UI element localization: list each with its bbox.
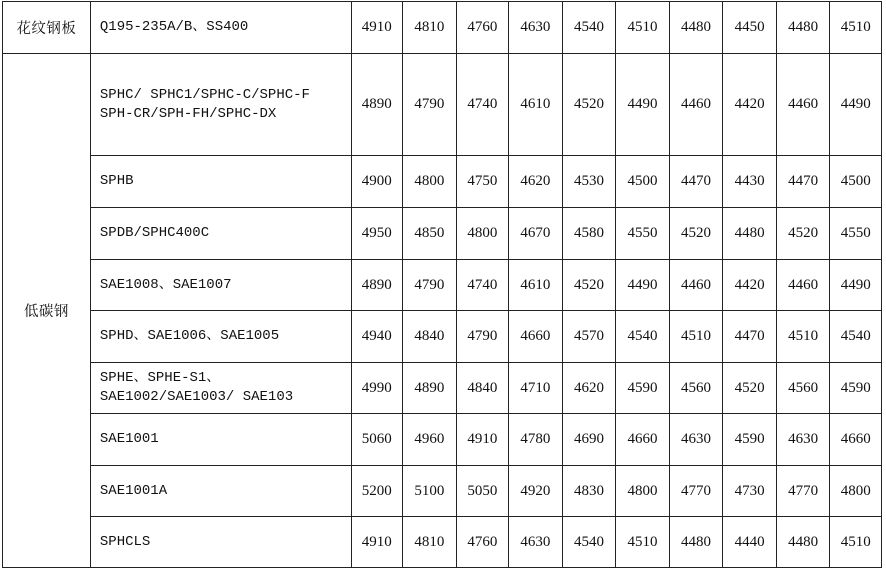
price-cell: 4540 bbox=[616, 311, 670, 363]
grade-cell bbox=[90, 363, 351, 414]
price-cell: 4760 bbox=[456, 517, 509, 568]
grade-cell bbox=[90, 156, 351, 208]
price-cell: 4520 bbox=[669, 208, 723, 260]
grade-text: SPHD、SAE1006、SAE1005 bbox=[99, 328, 280, 344]
price-cell: 4460 bbox=[776, 54, 830, 156]
price-cell: 4500 bbox=[830, 156, 882, 208]
table-row bbox=[3, 414, 882, 466]
price-cell: 4900 bbox=[351, 156, 403, 208]
grade-cell bbox=[90, 208, 351, 260]
price-cell: 4660 bbox=[830, 414, 882, 466]
table-row bbox=[3, 260, 882, 311]
price-cell: 4480 bbox=[669, 2, 723, 54]
price-cell: 4590 bbox=[830, 363, 882, 414]
price-cell: 4520 bbox=[723, 363, 777, 414]
grade-text: SPHB bbox=[99, 173, 134, 189]
price-table bbox=[2, 1, 882, 568]
price-cell: 4800 bbox=[616, 466, 670, 517]
price-cell: 4940 bbox=[351, 311, 403, 363]
price-cell: 4890 bbox=[403, 363, 457, 414]
price-cell: 4610 bbox=[509, 54, 563, 156]
price-cell: 4840 bbox=[403, 311, 457, 363]
price-cell: 4460 bbox=[669, 54, 723, 156]
price-cell: 4510 bbox=[669, 311, 723, 363]
price-cell: 4510 bbox=[616, 2, 670, 54]
price-cell: 4740 bbox=[456, 54, 509, 156]
price-cell: 4580 bbox=[562, 208, 616, 260]
price-cell: 4510 bbox=[830, 2, 882, 54]
grade-text: SPDB/SPHC400C bbox=[99, 225, 210, 241]
grade-cell bbox=[90, 517, 351, 568]
price-cell: 4500 bbox=[616, 156, 670, 208]
price-cell: 4550 bbox=[830, 208, 882, 260]
price-cell: 4610 bbox=[509, 260, 563, 311]
grade-text: Q195-235A/B、SS400 bbox=[99, 19, 249, 35]
price-cell: 4540 bbox=[562, 517, 616, 568]
grade-text: SAE1001A bbox=[99, 482, 168, 499]
price-cell: 4510 bbox=[776, 311, 830, 363]
price-cell: 4550 bbox=[616, 208, 670, 260]
price-cell: 4450 bbox=[723, 2, 777, 54]
price-cell: 4910 bbox=[351, 517, 403, 568]
price-cell: 4480 bbox=[776, 2, 830, 54]
price-cell: 4660 bbox=[509, 311, 563, 363]
price-cell: 4490 bbox=[616, 260, 670, 311]
price-cell: 4430 bbox=[723, 156, 777, 208]
price-cell: 5100 bbox=[403, 466, 457, 517]
price-cell: 5200 bbox=[351, 466, 403, 517]
price-cell: 4460 bbox=[669, 260, 723, 311]
price-cell: 4480 bbox=[723, 208, 777, 260]
grade-cell bbox=[90, 2, 351, 54]
price-cell: 4470 bbox=[776, 156, 830, 208]
grade-cell bbox=[90, 414, 351, 466]
price-cell: 4560 bbox=[669, 363, 723, 414]
price-cell: 4800 bbox=[403, 156, 457, 208]
price-cell: 4780 bbox=[509, 414, 563, 466]
price-cell: 4590 bbox=[723, 414, 777, 466]
price-cell: 4490 bbox=[830, 54, 882, 156]
table-row bbox=[3, 2, 882, 54]
price-cell: 4800 bbox=[456, 208, 509, 260]
price-cell: 4490 bbox=[830, 260, 882, 311]
grade-cell bbox=[90, 311, 351, 363]
price-cell: 4790 bbox=[456, 311, 509, 363]
grade-text: SPHCLS bbox=[99, 533, 151, 550]
price-cell: 4770 bbox=[776, 466, 830, 517]
grade-text: SAE1002/SAE1003/ SAE103 bbox=[99, 389, 294, 405]
table-row bbox=[3, 517, 882, 568]
price-cell: 4740 bbox=[456, 260, 509, 311]
price-cell: 4710 bbox=[509, 363, 563, 414]
price-cell: 4810 bbox=[403, 2, 457, 54]
price-cell: 4890 bbox=[351, 260, 403, 311]
grade-text: SPHC/ SPHC1/SPHC-C/SPHC-F bbox=[99, 86, 310, 103]
price-cell: 4750 bbox=[456, 156, 509, 208]
price-cell: 4530 bbox=[562, 156, 616, 208]
price-cell: 4670 bbox=[509, 208, 563, 260]
price-cell: 4840 bbox=[456, 363, 509, 414]
price-cell: 4570 bbox=[562, 311, 616, 363]
table-row bbox=[3, 54, 882, 156]
price-cell: 4630 bbox=[509, 2, 563, 54]
price-cell: 4950 bbox=[351, 208, 403, 260]
table-row bbox=[3, 208, 882, 260]
grade-cell bbox=[90, 466, 351, 517]
price-cell: 4420 bbox=[723, 54, 777, 156]
price-cell: 4620 bbox=[509, 156, 563, 208]
price-cell: 5050 bbox=[456, 466, 509, 517]
price-cell: 4540 bbox=[562, 2, 616, 54]
price-cell: 4480 bbox=[776, 517, 830, 568]
grade-text: SPHE、SPHE-S1、 bbox=[99, 370, 221, 386]
price-cell: 4790 bbox=[403, 54, 457, 156]
price-cell: 4770 bbox=[669, 466, 723, 517]
price-cell: 4800 bbox=[830, 466, 882, 517]
category-cell: 花纹钢板 bbox=[3, 2, 91, 54]
price-cell: 4730 bbox=[723, 466, 777, 517]
price-cell: 4920 bbox=[509, 466, 563, 517]
price-cell: 4910 bbox=[351, 2, 403, 54]
grade-text: SPH-CR/SPH-FH/SPHC-DX bbox=[99, 105, 277, 122]
price-cell: 4690 bbox=[562, 414, 616, 466]
price-cell: 4960 bbox=[403, 414, 457, 466]
price-cell: 4490 bbox=[616, 54, 670, 156]
table-row bbox=[3, 363, 882, 414]
grade-text: SAE1001 bbox=[99, 431, 159, 447]
price-cell: 4510 bbox=[830, 517, 882, 568]
price-table-body bbox=[3, 2, 882, 568]
price-cell: 4850 bbox=[403, 208, 457, 260]
price-cell: 4590 bbox=[616, 363, 670, 414]
price-cell: 5060 bbox=[351, 414, 403, 466]
price-cell: 4480 bbox=[669, 517, 723, 568]
grade-cell bbox=[90, 54, 351, 156]
price-cell: 4520 bbox=[562, 260, 616, 311]
grade-cell bbox=[90, 260, 351, 311]
price-cell: 4660 bbox=[616, 414, 670, 466]
price-cell: 4630 bbox=[669, 414, 723, 466]
category-cell: 低碳钢 bbox=[3, 54, 91, 568]
price-cell: 4520 bbox=[562, 54, 616, 156]
table-row bbox=[3, 466, 882, 517]
price-cell: 4620 bbox=[562, 363, 616, 414]
price-cell: 4910 bbox=[456, 414, 509, 466]
price-cell: 4440 bbox=[723, 517, 777, 568]
table-row bbox=[3, 311, 882, 363]
table-row bbox=[3, 156, 882, 208]
price-cell: 4420 bbox=[723, 260, 777, 311]
price-cell: 4890 bbox=[351, 54, 403, 156]
price-cell: 4810 bbox=[403, 517, 457, 568]
price-cell: 4790 bbox=[403, 260, 457, 311]
price-cell: 4830 bbox=[562, 466, 616, 517]
grade-text: SAE1008、SAE1007 bbox=[99, 276, 232, 293]
price-cell: 4990 bbox=[351, 363, 403, 414]
price-cell: 4510 bbox=[616, 517, 670, 568]
price-cell: 4470 bbox=[669, 156, 723, 208]
price-cell: 4630 bbox=[776, 414, 830, 466]
price-cell: 4760 bbox=[456, 2, 509, 54]
price-cell: 4470 bbox=[723, 311, 777, 363]
price-cell: 4540 bbox=[830, 311, 882, 363]
price-cell: 4630 bbox=[509, 517, 563, 568]
price-cell: 4460 bbox=[776, 260, 830, 311]
price-cell: 4520 bbox=[776, 208, 830, 260]
price-cell: 4560 bbox=[776, 363, 830, 414]
